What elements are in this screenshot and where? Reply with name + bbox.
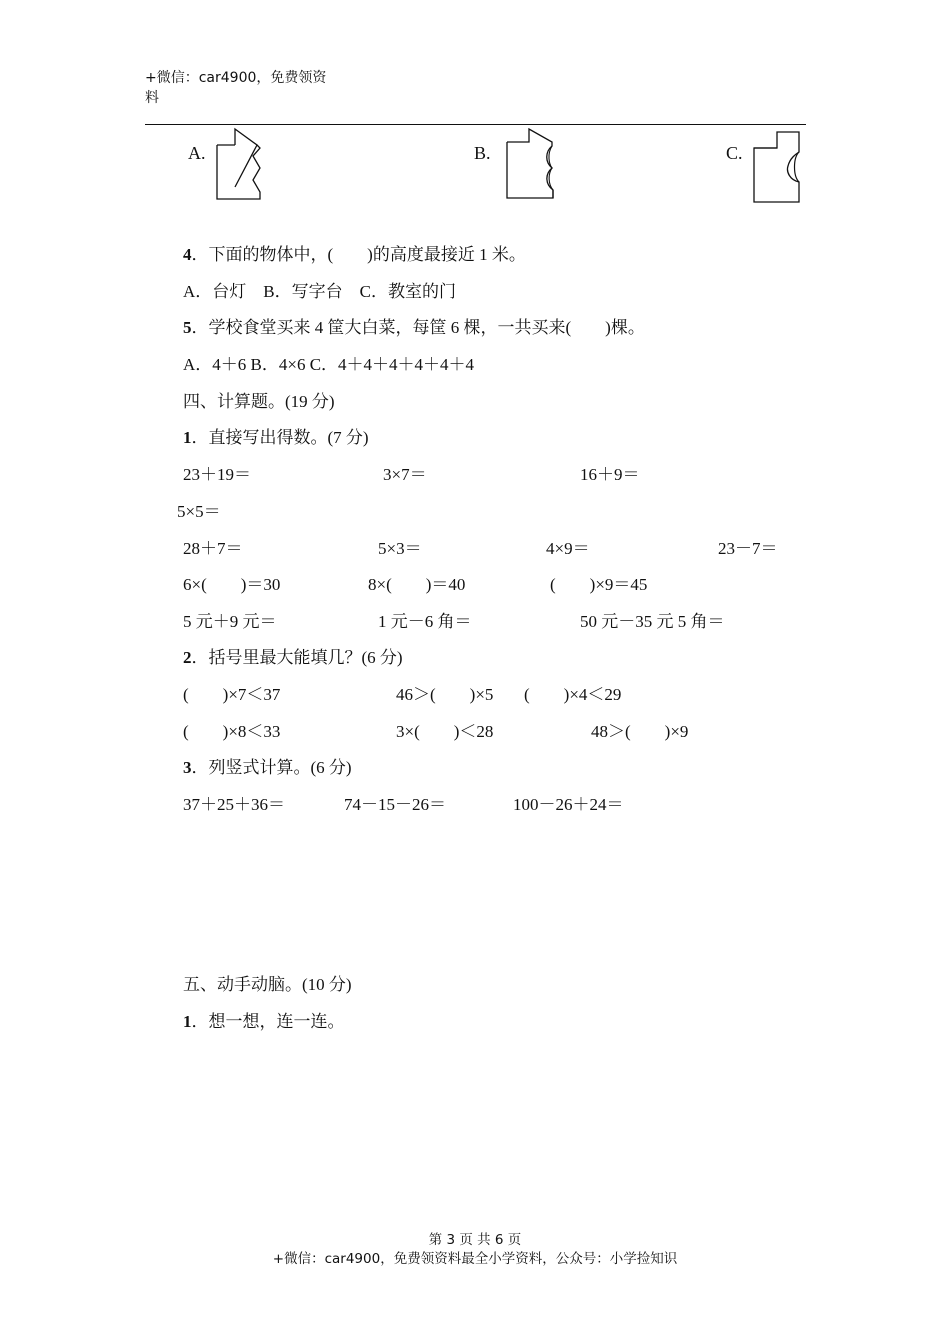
q5-text: ．学校食堂买来 4 筐大白菜，每筐 6 棵，一共买来( )棵。	[191, 318, 645, 337]
header-wechat-line2: 料	[145, 90, 159, 106]
fold-option-a-label: A.	[188, 143, 206, 163]
calc-item: 5 元＋9 元＝	[183, 612, 277, 631]
calc-item: 5×3＝	[378, 539, 422, 558]
section5-part1-number: 1	[183, 1012, 192, 1031]
vertical-calc-item: 100－26＋24＝	[513, 795, 624, 814]
compare-item: 3×( )＜28	[396, 722, 494, 741]
calc-item: 23－7＝	[718, 539, 778, 558]
compare-item: ( )×4＜29	[524, 685, 622, 704]
part1-text: ．直接写出得数。(7 分)	[191, 428, 369, 447]
section4-part2	[183, 643, 403, 668]
q5-options: A．4＋6 B．4×6 C．4＋4＋4＋4＋4＋4	[183, 355, 475, 374]
section4-title: 四、计算题。(19 分)	[183, 392, 335, 411]
calc-item: 1 元－6 角＝	[378, 612, 472, 631]
header-divider	[145, 124, 806, 125]
calc-item: 5×5＝	[177, 502, 221, 521]
footer-page-number: 第 3 页 共 6 页	[428, 1232, 522, 1248]
vertical-calc-item: 74－15－26＝	[344, 795, 446, 814]
fold-option-c-figure	[752, 128, 804, 204]
part2-text: ．括号里最大能填几？(6 分)	[191, 648, 403, 667]
footer-wechat: +微信：car4900，免费领资料最全小学资料，公众号：小学捡知识	[272, 1251, 678, 1267]
calc-item: 23＋19＝	[183, 465, 251, 484]
part3-number: 3	[183, 758, 192, 777]
calc-item: 8×( )＝40	[368, 575, 466, 594]
compare-item: ( )×8＜33	[183, 722, 281, 741]
part2-number: 2	[183, 648, 192, 667]
header-wechat-line1: +微信：car4900，免费领资	[145, 70, 327, 86]
calc-item: 50 元－35 元 5 角＝	[580, 612, 725, 631]
q4-number: 4	[183, 245, 192, 264]
section4-part1	[183, 423, 369, 448]
section5-title: 五、动手动脑。(10 分)	[183, 975, 352, 994]
fold-option-c-label: C.	[726, 143, 743, 163]
calc-item: 16＋9＝	[580, 465, 640, 484]
q4-text: ．下面的物体中，( )的高度最接近 1 米。	[191, 245, 526, 264]
calc-item: 28＋7＝	[183, 539, 243, 558]
calc-item: ( )×9＝45	[550, 575, 648, 594]
vertical-calc-item: 37＋25＋36＝	[183, 795, 285, 814]
calc-item: 4×9＝	[546, 539, 590, 558]
q5-number: 5	[183, 318, 192, 337]
q5	[183, 313, 645, 338]
fold-option-a-figure	[215, 128, 265, 202]
part1-number: 1	[183, 428, 192, 447]
fold-option-b-label: B.	[474, 143, 491, 163]
section5-part1-text: ．想一想，连一连。	[191, 1012, 345, 1031]
calc-item: 6×( )＝30	[183, 575, 281, 594]
section5-part1	[183, 1007, 345, 1032]
section4-part3	[183, 753, 352, 778]
fold-option-b-figure	[505, 128, 557, 202]
q4-options: A．台灯 B．写字台 C．教室的门	[183, 282, 456, 301]
compare-item: 46＞( )×5	[396, 685, 494, 704]
compare-item: 48＞( )×9	[591, 722, 689, 741]
q4	[183, 240, 526, 265]
part3-text: ．列竖式计算。(6 分)	[191, 758, 352, 777]
calc-item: 3×7＝	[383, 465, 427, 484]
compare-item: ( )×7＜37	[183, 685, 281, 704]
